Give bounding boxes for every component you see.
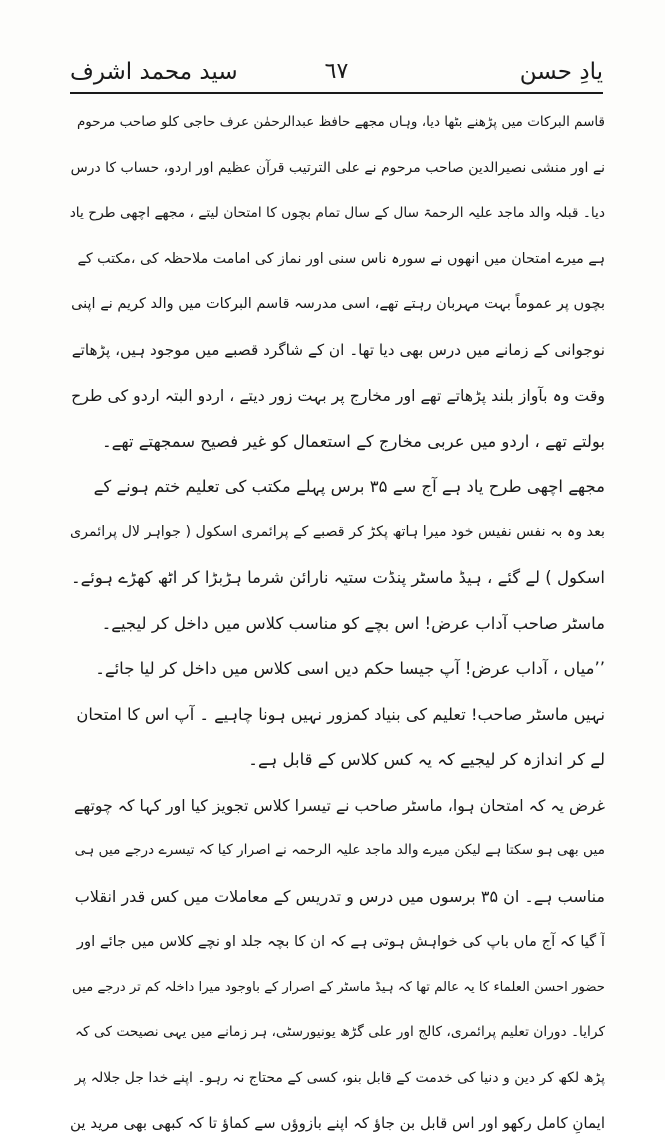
text-line: ’’میاں ، آداب عرض! آپ جیسا حکم دیں اسی کلاس میں داخل کر لیا جائے۔	[95, 659, 605, 678]
page-header	[70, 50, 603, 94]
text-line: آ گیا کہ آج ماں باپ کی خواہش ہوتی ہے کہ ان کا بچہ جلد او نچے کلاس میں جائے اور	[76, 933, 605, 950]
text-line: بچوں پر عموماً بہت مہربان رہتے تھے، اسی مدرسہ قاسم البرکات میں والد کریم نے اپنی	[71, 296, 605, 312]
text-line: بولتے تھے ، اردو میں عربی مخارج کے استعمال کو غیر فصیح سمجھتے تھے۔	[102, 431, 605, 451]
text-line: میں بھی ہو سکتا ہے لیکن میرے والد ماجد علیہ الرحمہ نے اصرار کیا کہ تیسرے درجے میں ہی	[74, 842, 605, 858]
author-name: سید محمد اشرف	[70, 58, 238, 85]
text-line: غرض یہ کہ امتحان ہوا، ماسٹر صاحب نے تیسرا کلاس تجویز کیا اور کہا کہ چوتھے	[74, 795, 605, 815]
text-line: ہے میرے امتحان میں انھوں نے سورہ ناس سنی اور نماز کی امامت ملاحظہ کی ،مکتب کے	[77, 250, 605, 267]
text-line: مناسب ہے۔ ان ۳۵ برسوں میں درس و تدریس کے معاملات میں کس قدر انقلاب	[74, 886, 605, 906]
text-line: بعد وہ بہ نفس نفیس خود میرا ہاتھ پکڑ کر قصبے کے پرائمری اسکول ( جواہر لال پرائمری	[70, 523, 605, 540]
text-line: ایمانِ کامل رکھو اور اس قابل بن جاؤ کہ اپنے بازوؤں سے کماؤ تا کہ کبھی بھی مرید ین	[70, 1114, 605, 1132]
text-line: لے کر اندازہ کر لیجیے کہ یہ کس کلاس کے قابل ہے۔	[248, 750, 605, 769]
text-line: قاسم البرکات میں پڑھنے بٹھا دیا، وہاں مجھے حافظ عبدالرحمٰن عرف حاجی کلو صاحب مرحوم	[76, 114, 605, 130]
text-line: دیا۔ قبلہ والد ماجد علیہ الرحمۃ سال کے سال تمام بچوں کا امتحان لیتے ، مجھے اچھی طرح یاد	[70, 205, 605, 221]
text-line: اسکول ) لے گئے ، ہیڈ ماسٹر پنڈت ستیہ نارائن شرما ہڑبڑا کر اٹھ کھڑے ہوئے۔	[70, 568, 605, 587]
page-body	[70, 100, 605, 1147]
text-line: حضور احسن العلماء کا یہ عالم تھا کہ ہیڈ ماسٹر کے اصرار کے باوجود میرا داخلہ کم تر درجے میں	[71, 979, 605, 995]
text-line: وقت وہ بآواز بلند پڑھاتے تھے اور مخارج پر بہت زور دیتے ، اردو البتہ اردو کی طرح	[71, 386, 605, 405]
text-line: نے اور منشی نصیرالدین صاحب مرحوم نے علی الترتیب قرآن عظیم اور اردو، حساب کا درس	[70, 159, 605, 176]
text-line: مجھے اچھی طرح یاد ہے آج سے ۳۵ برس پہلے مکتب کی تعلیم ختم ہونے کے	[93, 477, 605, 496]
text-line: نوجوانی کے زمانے میں درس بھی دیا تھا۔ ان کے شاگرد قصبے میں موجود ہیں، پڑھاتے	[71, 340, 605, 359]
text-line: پڑھ لکھ کر دین و دنیا کی خدمت کے قابل بنو، کسی کے محتاج نہ رہو۔ اپنے خدا جل جلالہ پر	[74, 1069, 605, 1086]
book-title: یادِ حسن	[519, 58, 603, 85]
text-line: نہیں ماسٹر صاحب! تعلیم کی بنیاد کمزور نہیں ہونا چاہیے ۔ آپ اس کا امتحان	[76, 704, 605, 724]
page-number: ٦٧	[324, 59, 349, 84]
text-line: کرایا۔ دوران تعلیم پرائمری، کالج اور علی گڑھ یونیورسٹی، ہر زمانے میں یہی نصیحت کی کہ	[74, 1024, 605, 1040]
header-rule	[70, 92, 603, 94]
text-line: ماسٹر صاحب آداب عرض! اس بچے کو مناسب کلاس میں داخل کر لیجیے۔	[101, 613, 605, 633]
